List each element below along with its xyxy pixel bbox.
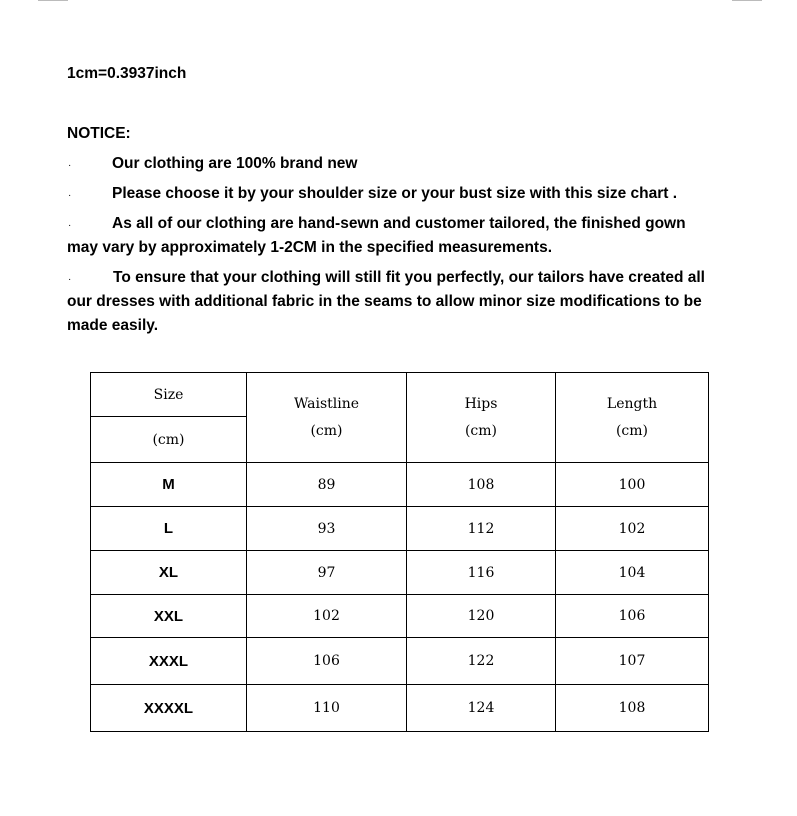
bullet: · xyxy=(68,160,72,171)
cell-size: XL xyxy=(91,551,247,595)
table-row xyxy=(91,551,709,595)
notice-item: Please choose it by your shoulder size or your bust size with this size chart . xyxy=(112,185,678,202)
cell-length: 102 xyxy=(556,507,709,551)
divider xyxy=(38,0,68,1)
cell-waist: 102 xyxy=(247,595,407,638)
conversion-note: 1cm=0.3937inch xyxy=(67,65,187,82)
bullet: · xyxy=(68,220,72,231)
table-row xyxy=(91,638,709,685)
cell-waist: 93 xyxy=(247,507,407,551)
cell-hips: 112 xyxy=(407,507,556,551)
cell-hips: 108 xyxy=(407,463,556,507)
cell-length: 106 xyxy=(556,595,709,638)
header-hips: Hips (cm) xyxy=(407,373,556,463)
cell-waist: 106 xyxy=(247,638,407,685)
header-size: Size xyxy=(91,373,247,417)
header-waistline: Waistline (cm) xyxy=(247,373,407,463)
table-row xyxy=(91,595,709,638)
table-row xyxy=(91,507,709,551)
cell-length: 100 xyxy=(556,463,709,507)
table-row xyxy=(91,463,709,507)
cell-length: 107 xyxy=(556,638,709,685)
cell-hips: 122 xyxy=(407,638,556,685)
notice-item: Our clothing are 100% brand new xyxy=(112,155,358,172)
cell-size: L xyxy=(91,507,247,551)
notice-item: To ensure that your clothing will still fit you perfectly, our tailors have created all xyxy=(113,269,705,286)
header-length: Length (cm) xyxy=(556,373,709,463)
cell-size: XXXXL xyxy=(91,685,247,732)
notice-item: may vary by approximately 1-2CM in the specified measurements. xyxy=(67,239,552,256)
notice-item: our dresses with additional fabric in the seams to allow minor size modifications to be xyxy=(67,293,702,310)
cell-waist: 110 xyxy=(247,685,407,732)
table-row xyxy=(91,685,709,732)
bullet: · xyxy=(68,190,72,201)
divider xyxy=(732,0,762,1)
cell-hips: 116 xyxy=(407,551,556,595)
cell-waist: 97 xyxy=(247,551,407,595)
size-chart-table xyxy=(90,372,709,732)
cell-waist: 89 xyxy=(247,463,407,507)
cell-length: 108 xyxy=(556,685,709,732)
cell-length: 104 xyxy=(556,551,709,595)
header-size-unit: (cm) xyxy=(91,417,247,463)
cell-hips: 120 xyxy=(407,595,556,638)
notice-item: As all of our clothing are hand-sewn and customer tailored, the finished gown xyxy=(112,215,686,232)
notice-item: made easily. xyxy=(67,317,159,334)
cell-size: XXL xyxy=(91,595,247,638)
notice-title: NOTICE: xyxy=(67,125,131,142)
bullet: · xyxy=(68,274,72,285)
cell-size: XXXL xyxy=(91,638,247,685)
cell-hips: 124 xyxy=(407,685,556,732)
cell-size: M xyxy=(91,463,247,507)
